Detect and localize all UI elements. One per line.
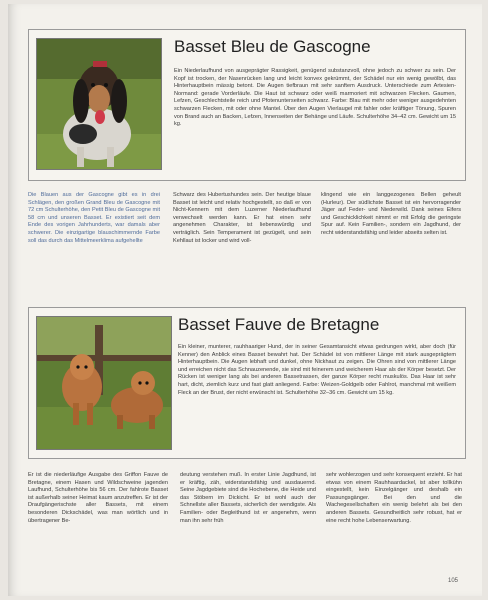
column-1-basset-bleu: Die Blauen aus der Gascogne gibt es in drei Schlägen, den großen Grand Bleu de Gascogne mit 72 cm Schulterhöhe, den Petit Bleu de Gascogne mit 58 cm und unseren Basset. Er existiert seit dem Ende des vorigen Jahrhunderts, war damals aber schwerer. Die einzigartige blauschimmernde Farbe soll das durch das Mittelmeerklima aufgehellte xyxy=(28,192,160,244)
breed-title-basset-bleu: Basset Bleu de Gascogne xyxy=(174,37,371,56)
column-3-basset-bleu: klingend wie ein langgezogenes Bellen geheult (Hurleur). Der südlichste Basset ist ein hervorragender Jäger auf Feder- und Niederwild. Dank seines Eifers und Geschicklichkeit nimmt er mit Erfolg die geringste Spur auf. Kein Familien-, sondern ein Jagdhund, der recht widerstandsfähig und leider abseits selten ist. xyxy=(321,192,461,236)
breed-description-basset-fauve: Ein kleiner, munterer, rauhhaariger Hund, der in seiner Gesamtansicht etwas gedrungen wirkt, aber doch (für Kenner) den Anblick eines Basset bewahrt hat. Der Schädel ist von mittlerer Länge mit stark ausgeprägtem Hinterhauptbein. Die Augen lebhaft und dunkel, ohne Nickhaut zu zeigen. Die Ohren sind von mittlerer Länge und erreichen nicht das Schnauzenende, sie sind mit feinerem und weicherem Haar als der Körper besetzt. Der Rücken ist weniger lang als bei anderen Bassetrassen, der ganze Körper recht muskulös. Das Haar ist sehr hart, dicht, ziemlich kurz und fast glatt anliegend. Farbe: Weizen-Goldgelb oder Fahlrot, manchmal mit weißem Fleck an der Brust, der nicht erwünscht ist. Schulterhöhe 32–36 cm. Gewicht um 15 kg. xyxy=(178,344,456,396)
basset-fauve-photo xyxy=(36,316,172,450)
column-2-basset-fauve: deutung verstehen muß. In erster Linie Jagdhund, ist er kräftig, zäh, widerstandsfähig und ausdauernd. Seine Jagdgebiete sind die Hochebene, die Heide und das Stöbern im Dickicht. Er ist wohl auch der Schnellste aller Bassets, sicherlich der wendigste. Als Familien- oder Begleithund ist er angenehm, wenn man ihn sehr früh xyxy=(180,472,316,524)
breed-title-basset-fauve: Basset Fauve de Bretagne xyxy=(178,315,380,334)
dog-photo-image xyxy=(37,39,161,169)
breed-description-basset-bleu: Ein Niederlaufhund von ausgeprägter Rassigkeit, genügend substanzvoll, ohne jedoch zu schwer zu sein. Der Kopf ist trocken, der Nasenrücken lang und leicht konvex gekrümmt, der Schädel nur ein wenig gewölbt, das Hinterhauptbein mässig betont. Die Augen tiefbraun mit sehr sanftem Ausdruck. Unterschiede zum Artesien-Normand: gerade Vorderläufe. Die Haut ist schwarz oder weiß marmoriert mit schwarzen Flecken. Gaumen, Lefzen, Geschlechtsteile reich und Pfotenunterseiten schwarz. Farbe: Blau mit mehr oder weniger ausgedehnten schwarzen Flecken, mit oder ohne Mantel. Über den Augen Vierlaugel mit fahler oder kräftiger Tönung, Spuren von Brand auch an Backen, Lefzen, Innenseiten der Behänge und Läufe. Schulterhöhe 34–42 cm. Gewicht um 15 kg. xyxy=(174,68,456,128)
column-2-basset-bleu: Schwarz des Hubertushundes sein. Der heutige blaue Basset ist leicht und relativ hochgestellt, so daß er von Nicht-Kennern mit dem Luzerner Niederlaufhund verwechselt werden kann. Er hat einen sehr angenehmen Charakter, ist liebenswürdig und verträglich. Sein Temperament ist gezügelt, und sein Kehllaut ist locker und wird voll- xyxy=(173,192,311,244)
page-number: 105 xyxy=(448,578,459,584)
dog-photo-image xyxy=(37,317,171,449)
column-3-basset-fauve: sehr wohlerzogen und sehr konsequent erzieht. Er hat etwas von einem Rauhhaardackel, ist aber tollkühn eingestellt, kein Einzelgänger und deshalb ein Passungsgänger. Bei den und die Wachegesellschaften ein wenig belehrt als bei den anderen Bassets. Gesundheitlich sehr robust, hat er eine recht hohe Lebenserwartung. xyxy=(326,472,462,524)
basset-bleu-photo xyxy=(36,38,162,170)
column-1-basset-fauve: Er ist die niederläufige Ausgabe des Griffon Fauve de Bretagne, einem Hasen und Wildschweine jagenden Laufhund, Schulterhöhe bis 56 cm. Der fahlrote Basset ist außerhalb seiner Heimat kaum anzutreffen. Er ist der Draufgängerischste aller Bassets, mit einem besonderen Dickschädel, was man wörtlich und in übertragener Be- xyxy=(28,472,168,524)
book-page xyxy=(8,4,482,596)
